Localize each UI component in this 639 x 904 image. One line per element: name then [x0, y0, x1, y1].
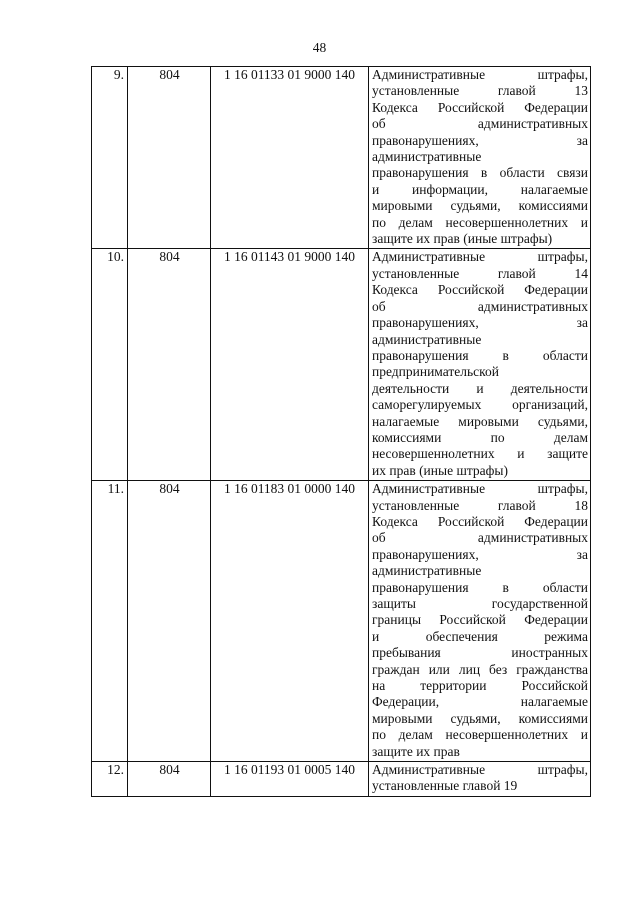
- description-line: пребывания иностранных: [372, 645, 588, 661]
- kbk-code-cell: 1 16 01183 01 0000 140: [211, 481, 369, 762]
- description-line: граждан или лиц без гражданства: [372, 661, 588, 677]
- row-number: 9.: [92, 67, 128, 249]
- description-line: границы Российской Федерации: [372, 612, 588, 628]
- table-row: [92, 249, 591, 481]
- description-line: и информации, налагаемые: [372, 181, 588, 197]
- description-line: по делам несовершеннолетних и: [372, 727, 588, 743]
- description-line: об административных: [372, 530, 588, 546]
- description-line: административные: [372, 331, 482, 347]
- description-line: Административные штрафы,: [372, 67, 588, 82]
- description-line: правонарушения в области: [372, 347, 588, 363]
- description-line: правонарушениях, за: [372, 132, 588, 148]
- description-cell: [369, 762, 591, 797]
- description-line: Кодекса Российской Федерации: [372, 282, 588, 298]
- table-body: [92, 67, 591, 797]
- description-line: Федерации, налагаемые: [372, 694, 588, 710]
- description-line: административные: [372, 149, 482, 165]
- description-line: комиссиями по делам: [372, 429, 588, 445]
- table-row: [92, 67, 591, 249]
- description-line: Кодекса Российской Федерации: [372, 513, 588, 529]
- description-line: защиты государственной: [372, 596, 588, 611]
- table-row: [92, 762, 591, 797]
- description-line: мировыми судьями, комиссиями: [372, 198, 588, 214]
- description-line: налагаемые мировыми судьями,: [372, 413, 588, 429]
- admin-code-cell: 804: [128, 249, 211, 481]
- description-line: установленные главой 18: [372, 497, 588, 513]
- row-number: 10.: [92, 249, 128, 481]
- description-line: на территории Российской: [372, 678, 588, 694]
- description-line: саморегулируемых организаций,: [372, 397, 588, 413]
- description-line: правонарушениях, за: [372, 546, 588, 562]
- description-line: об административных: [372, 298, 588, 314]
- description-line: несовершеннолетних и защите: [372, 446, 588, 462]
- description-line: установленные главой 19: [372, 778, 518, 794]
- row-number: 12.: [92, 762, 128, 797]
- description-line: установленные главой 13: [372, 83, 588, 99]
- description-line: Кодекса Российской Федерации: [372, 99, 588, 115]
- description-line: Административные штрафы,: [372, 762, 588, 778]
- description-line: защите их прав (иные штрафы): [372, 231, 553, 247]
- table-row: [92, 481, 591, 762]
- description-line: и обеспечения режима: [372, 628, 588, 644]
- description-line: предпринимательской: [372, 364, 500, 380]
- kbk-code-cell: 1 16 01193 01 0005 140: [211, 762, 369, 797]
- description-line: по делам несовершеннолетних и: [372, 214, 588, 230]
- description-line: об административных: [372, 116, 588, 132]
- row-number: 11.: [92, 481, 128, 762]
- description-cell: [369, 67, 591, 249]
- description-line: мировыми судьями, комиссиями: [372, 710, 588, 726]
- description-line: их прав (иные штрафы): [372, 462, 508, 478]
- description-line: правонарушения в области: [372, 579, 588, 595]
- description-line: защите их прав: [372, 743, 460, 759]
- description-line: административные: [372, 563, 482, 579]
- description-line: правонарушениях, за: [372, 315, 588, 331]
- admin-code-cell: 804: [128, 762, 211, 797]
- description-line: установленные главой 14: [372, 265, 588, 281]
- description-cell: [369, 249, 591, 481]
- kbk-code-cell: 1 16 01143 01 9000 140: [211, 249, 369, 481]
- page-number: 48: [312, 40, 327, 55]
- admin-code-cell: 804: [128, 67, 211, 249]
- description-line: Административные штрафы,: [372, 481, 588, 497]
- description-line: правонарушения в области связи: [372, 165, 588, 181]
- admin-code-cell: 804: [128, 481, 211, 762]
- description-line: Административные штрафы,: [372, 249, 588, 265]
- budget-codes-table: [91, 66, 591, 797]
- description-line: деятельности и деятельности: [372, 380, 588, 396]
- kbk-code-cell: 1 16 01133 01 9000 140: [211, 67, 369, 249]
- description-cell: [369, 481, 591, 762]
